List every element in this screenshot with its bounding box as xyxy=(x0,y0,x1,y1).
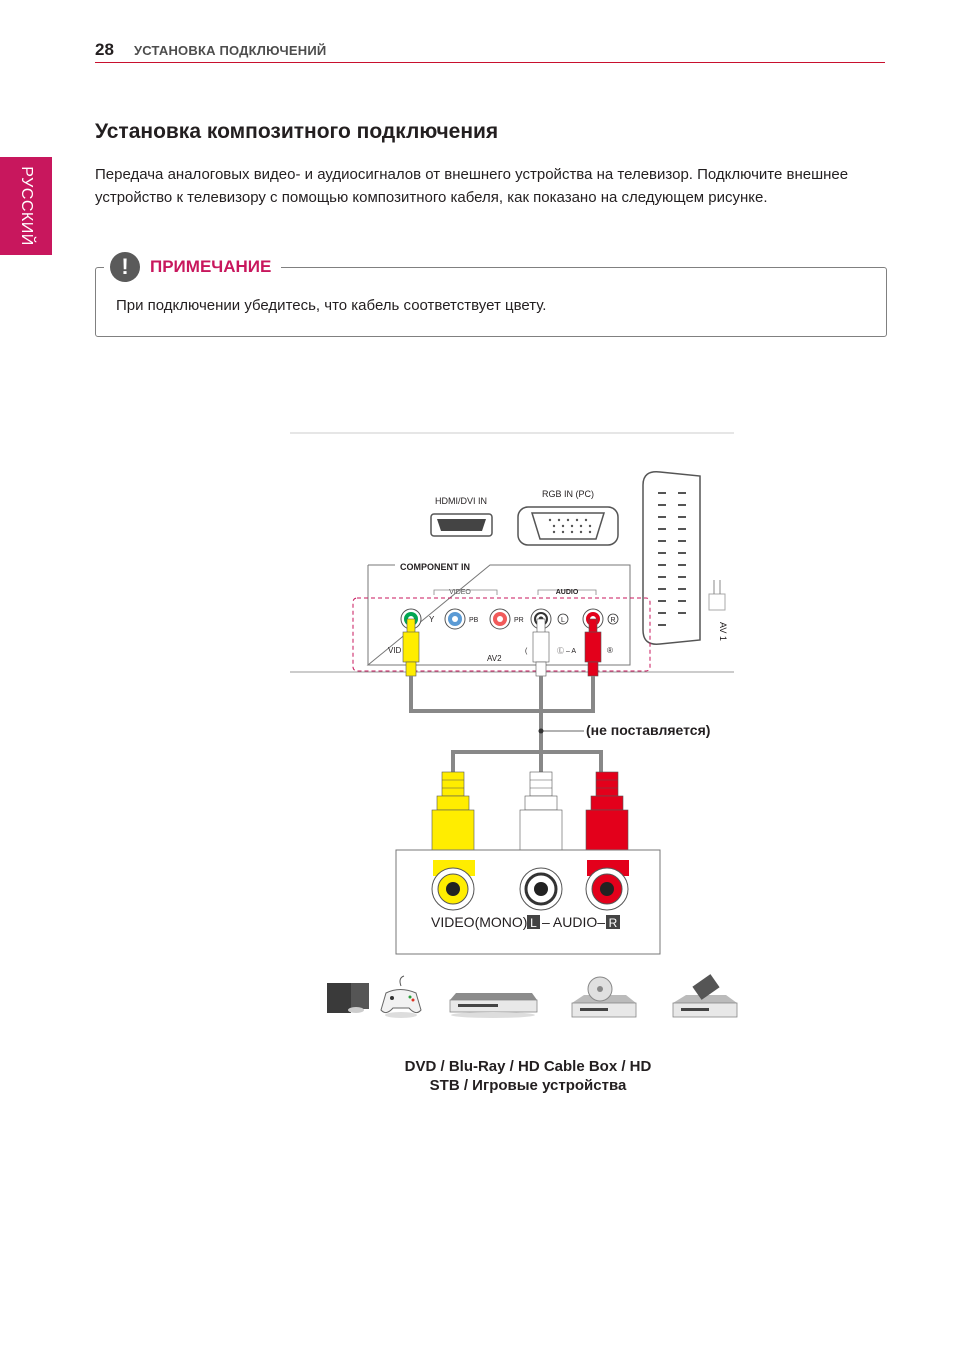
device-jack-yellow xyxy=(432,868,474,910)
device-l-label: L xyxy=(530,916,537,930)
device-r-label: R xyxy=(608,916,618,930)
section-title: УСТАНОВКА ПОДКЛЮЧЕНИЙ xyxy=(134,43,327,58)
cable-note: (не поставляется) xyxy=(586,722,711,738)
svg-text:(: ( xyxy=(525,648,528,655)
av1-label: AV 1 xyxy=(718,622,728,641)
component-label: COMPONENT IN xyxy=(400,562,471,572)
pb-label: PB xyxy=(469,617,479,624)
note-title: ПРИМЕЧАНИЕ xyxy=(150,257,272,276)
r-label: R xyxy=(610,617,616,624)
hdmi-port-icon xyxy=(431,514,492,536)
cable xyxy=(411,676,601,775)
note-text: При подключении убедитесь, что кабель соответствует цвету. xyxy=(116,297,547,314)
caption-line-2: STB / Игровые устройства xyxy=(429,1077,627,1094)
dvd-player-icon xyxy=(572,977,636,1017)
bluray-player-icon xyxy=(450,993,537,1018)
hdmi-label: HDMI/DVI IN xyxy=(434,496,488,506)
pr-label: PR xyxy=(514,617,524,624)
jack-pr-pink xyxy=(490,609,510,629)
av2-label: AV2 xyxy=(487,654,502,663)
device-jack-white xyxy=(520,868,562,910)
audio-group-label: AUDIO xyxy=(555,589,579,596)
device-jack-red xyxy=(586,868,628,910)
exclamation-icon: ! xyxy=(110,252,140,282)
home-theater-icon xyxy=(327,983,369,1013)
jack-pb-blue xyxy=(445,609,465,629)
svg-text:®: ® xyxy=(607,646,613,655)
caption-line-1: DVD / Blu-Ray / HD Cable Box / HD xyxy=(404,1058,652,1075)
page-title: Установка композитного подключения xyxy=(95,120,499,143)
scart-port-icon xyxy=(643,472,725,644)
vid-label: VID xyxy=(388,646,402,655)
language-tab-label: РУССКИЙ xyxy=(18,166,35,246)
y-label: Y xyxy=(429,615,435,624)
svg-text:Ⓛ – A: Ⓛ – A xyxy=(557,648,577,655)
video-group-label: VIDEO xyxy=(449,589,471,596)
devices-caption xyxy=(378,1057,678,1095)
device-video-label: VIDEO(MONO) xyxy=(431,914,528,930)
vga-port-icon xyxy=(518,507,618,545)
device-audio-label: – AUDIO– xyxy=(542,914,606,930)
page-number: 28 xyxy=(95,40,114,59)
set-top-box-icon xyxy=(673,974,737,1017)
intro-paragraph: Передача аналоговых видео- и аудиосигналов от внешнего устройства на телевизор. Подключите внешнее устройство к телевизору с помощью композитного кабеля, как показано на следующем рисунке. xyxy=(95,166,849,206)
l-label: L xyxy=(561,617,565,624)
gamepad-icon xyxy=(381,976,421,1018)
rgb-label: RGB IN (PC) xyxy=(541,489,595,499)
